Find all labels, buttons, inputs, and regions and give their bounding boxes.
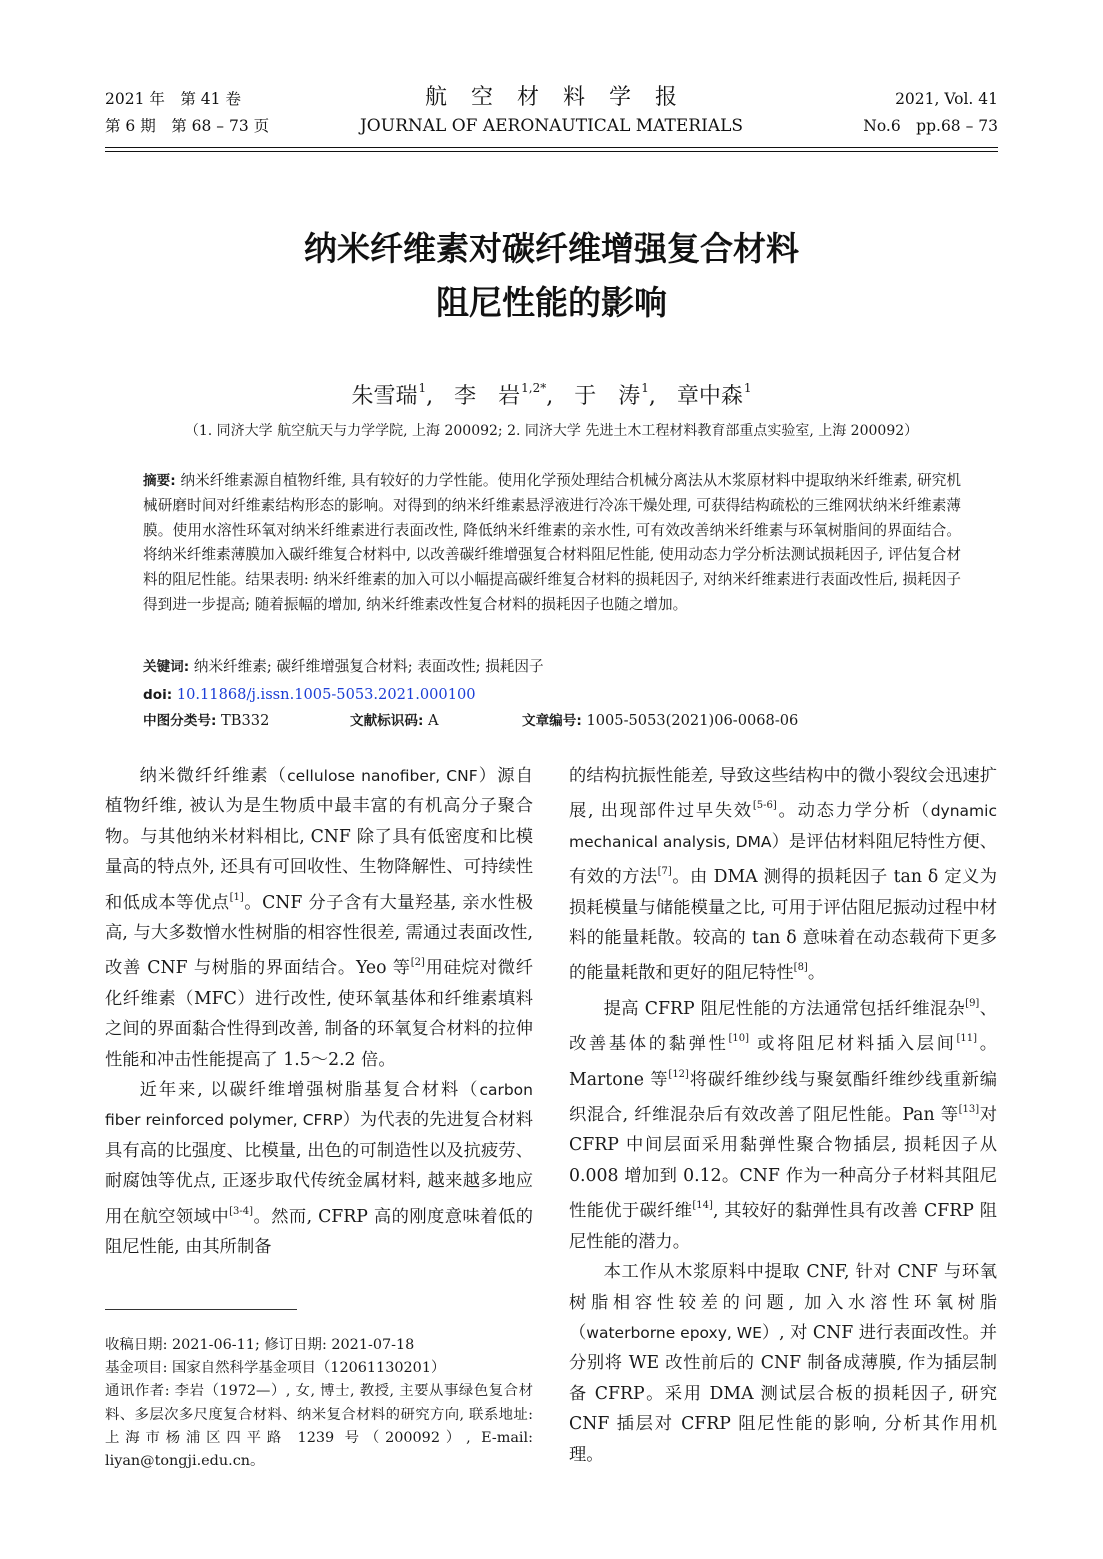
text-run: 纳米微纤纤维素（ — [139, 766, 288, 786]
text-run: 。Martone 等 — [569, 1034, 997, 1090]
article-number-value: 1005-5053(2021)06-0068-06 — [581, 712, 799, 729]
text-run: ）是评估材料阻尼特性方便、有效的方法 — [569, 831, 997, 888]
citation-ref[interactable]: [8] — [793, 962, 808, 974]
text-run: , 其较好的黏弹性具有改善 CFRP 阻尼性能的潜力。 — [569, 1201, 997, 1252]
article-number — [522, 709, 798, 733]
text-run: ）为代表的先进复合材料具有高的比强度、比模量, 出色的可制造性以及抗疲劳、耐腐蚀等优点, 正逐步取代传统金属材料, 越来越多地应用在航空领域中 — [105, 1110, 533, 1227]
text-run: 。CNF 分子含有大量羟基, 亲水性极高, 与大多数憎水性树脂的相容性很差, 需通过表面改性, 改善 CNF 与树脂的界面结合。Yeo 等 — [105, 892, 533, 979]
author-list: 朱雪瑞$^1$, 李 岩$^{1,2*}$, 于 涛$^1$, 章中森$^1$ — [351, 381, 752, 409]
author-affil-mark: 1 — [418, 381, 427, 395]
text-run: 。然而, CFRP 高的刚度意味着低的阻尼性能, 由其所制备 — [105, 1206, 533, 1258]
body-paragraph — [569, 1257, 997, 1470]
keywords-text: 纳米纤维素; 碳纤维增强复合材料; 表面改性; 损耗因子 — [189, 658, 544, 675]
text-run: 对 CFRP 中间层面采用黏弹性聚合物插层, 损耗因子从 0.008 增加到 0.12。CNF 作为一种高分子材料其阻尼性能优于碳纤维 — [569, 1105, 997, 1222]
author-name: 章中森 — [676, 384, 743, 409]
text-run: 。 — [807, 963, 826, 984]
keywords-label: 关键词: — [143, 659, 190, 675]
abstract — [143, 469, 961, 618]
body-paragraph — [105, 761, 533, 1075]
text-run: 。动态力学分析（ — [776, 801, 931, 822]
header-pages-en: No.6 pp.68 – 73 — [863, 117, 998, 135]
author-affil-mark: 1 — [743, 381, 752, 395]
citation-ref[interactable]: [9] — [965, 997, 980, 1009]
header-rule-bottom — [105, 151, 998, 152]
author-name: 于 涛 — [574, 384, 641, 409]
doi-label: doi: — [143, 687, 173, 703]
footnote-received: 收稿日期: 2021-06-11; 修订日期: 2021-07-18 — [105, 1337, 415, 1353]
citation-ref[interactable]: [3-4] — [229, 1205, 254, 1217]
footnotes — [105, 1334, 533, 1473]
citation-ref[interactable]: [7] — [657, 866, 672, 878]
text-run: ）源自植物纤维, 被认为是生物质中最丰富的有机高分子聚合物。与其他纳米材料相比, CNF 除了具有低密度和比模量高的特点外, 还具有可回收性、生物降解性、可持续性和低成本等优点 — [105, 766, 533, 913]
text-run: 用硅烷对微纤化纤维素（MFC）进行改性, 使环氧基体和纤维素填料之间的界面黏合性得到改善, 制备的环氧复合材料的拉伸性能和冲击性能提高了 1.5～2.2 倍。 — [105, 958, 533, 1070]
text-run: 、改善基体的黏弹性 — [569, 998, 997, 1055]
body-paragraph — [105, 1075, 533, 1262]
journal-name-cn: 航 空 材 料 学 报 — [424, 85, 678, 110]
citation-ref[interactable]: [2] — [410, 957, 425, 969]
author-affil-mark: 1,2* — [521, 381, 547, 395]
text-run: 。由 DMA 测得的损耗因子 tan δ 定义为损耗模量与储能模量之比, 可用于评估阻尼振动过程中材料的能量耗散。较高的 tan δ 意味着在动态载荷下更多的能量耗散和更好的阻尼特性 — [569, 867, 997, 984]
text-run: 提高 CFRP 阻尼性能的方法通常包括纤维混杂 — [603, 998, 966, 1019]
footnote-funding: 基金项目: 国家自然科学基金项目（12061130201） — [105, 1360, 446, 1377]
author-name: 朱雪瑞 — [351, 384, 418, 409]
text-run: 近年来, 以碳纤维增强树脂基复合材料（ — [139, 1080, 480, 1101]
article-title-line1: 纳米纤维素对碳纤维增强复合材料 — [304, 229, 799, 268]
doi-line — [143, 683, 476, 707]
text-run: cellulose nanofiber, CNF — [287, 767, 478, 785]
abstract-text: 纳米纤维素源自植物纤维, 具有较好的力学性能。使用化学预处理结合机械分离法从木浆原材料中提取纳米纤维素, 研究机械研磨时间对纤维素结构形态的影响。对得到的纳米纤维素悬浮液进行冷冻干燥处理, 可获得结构疏松的三维网状纳米纤维素薄膜。使用水溶性环氧对纳米纤维素进行表面改性, 降低纳米纤维素的亲水性, 可有效改善纳米纤维素与环氧树脂间的界面结合。将纳米纤维素薄膜加入碳纤维复合材料中, 以改善碳纤维增强复合材料阻尼性能, 使用动态力学分析法测试损耗因子, 评估复合材料的阻尼性能。结果表明: 纳米纤维素的加入可以小幅提高碳纤维复合材料的损耗因子, 对纳米纤维素进行表面改性后, 损耗因子得到进一步提高; 随着振幅的增加, 纳米纤维素改性复合材料的损耗因子也随之增加。 — [143, 472, 962, 613]
text-run: 或将阻尼材料插入层间 — [749, 1034, 957, 1055]
header-vol-en: 2021, Vol. 41 — [895, 90, 998, 108]
text-run: carbon fiber reinforced polymer, CFRP — [105, 1081, 533, 1130]
text-run: waterborne epoxy, WE — [586, 1323, 762, 1342]
header-issue-pages: 第 6 期 第 68 – 73 页 — [105, 117, 270, 135]
citation-ref[interactable]: [13] — [958, 1104, 980, 1116]
citation-ref[interactable]: [1] — [229, 891, 244, 903]
citation-ref[interactable]: [14] — [692, 1200, 713, 1212]
article-number-label: 文章编号: — [522, 713, 582, 729]
text-run: 的结构抗振性能差, 导致这些结构中的微小裂纹会迅速扩展, 出现部件过早失效 — [569, 766, 997, 822]
citation-ref[interactable]: [11] — [956, 1033, 978, 1045]
text-run: 将碳纤维纱线与聚氨酯纤维纱线重新编织混合, 纤维混杂后有效改善了阻尼性能。Pan 等 — [569, 1069, 997, 1126]
footnote-separator — [105, 1309, 297, 1310]
footnote-corresponding: 通讯作者: 李岩（1972—）, 女, 博士, 教授, 主要从事绿色复合材料、多层次多尺度复合材料、纳米复合材料的研究方向, 联系地址: 上海市杨浦区四平路 1239 号（200092）, E-mail: liyan@tongji.edu.cn。 — [105, 1383, 533, 1470]
clc-number — [143, 709, 269, 733]
doi-link[interactable]: 10.11868/j.issn.1005-5053.2021.000100 — [176, 686, 476, 703]
article-title-line2: 阻尼性能的影响 — [436, 283, 667, 322]
doc-code-value: A — [423, 712, 439, 729]
header-volume: 2021 年 第 41 卷 — [105, 90, 241, 108]
citation-ref[interactable]: [12] — [668, 1068, 689, 1080]
author-affil-mark: 1 — [641, 381, 649, 395]
citation-ref[interactable]: [5-6] — [752, 800, 777, 812]
text-run: ）, 对 CNF 进行表面改性。并分别将 WE 改性前后的 CNF 制备成薄膜, 作为插层制备 CFRP。采用 DMA 测试层合板的损耗因子, 研究 CNF 插层对 CFRP 阻尼性能的影响, 分析其作用机理。 — [569, 1322, 997, 1465]
author-name: 李 岩 — [454, 384, 521, 409]
body-left-column — [105, 761, 533, 1263]
body-paragraph — [569, 989, 997, 1257]
body-right-column — [569, 761, 997, 1470]
text-run: 本工作从木浆原料中提取 CNF, 针对 CNF 与环氧树脂相容性较差的问题, 加入水溶性环氧树脂（ — [569, 1262, 997, 1343]
clc-label: 中图分类号: — [143, 713, 217, 729]
doc-code-label: 文献标识码: — [350, 713, 424, 729]
header-rule-top — [105, 147, 998, 148]
keywords — [143, 655, 961, 679]
affiliations: （1. 同济大学 航空航天与力学学院, 上海 200092; 2. 同济大学 先进土木工程材料教育部重点实验室, 上海 200092） — [184, 423, 919, 439]
body-paragraph — [569, 761, 997, 989]
abstract-label: 摘要: — [143, 473, 176, 489]
clc-value: TB332 — [216, 712, 270, 729]
journal-name-en: JOURNAL OF AERONAUTICAL MATERIALS — [359, 116, 744, 136]
doc-code — [350, 709, 439, 733]
citation-ref[interactable]: [10] — [728, 1033, 750, 1045]
text-run: dynamic mechanical analysis, DMA — [569, 802, 997, 851]
